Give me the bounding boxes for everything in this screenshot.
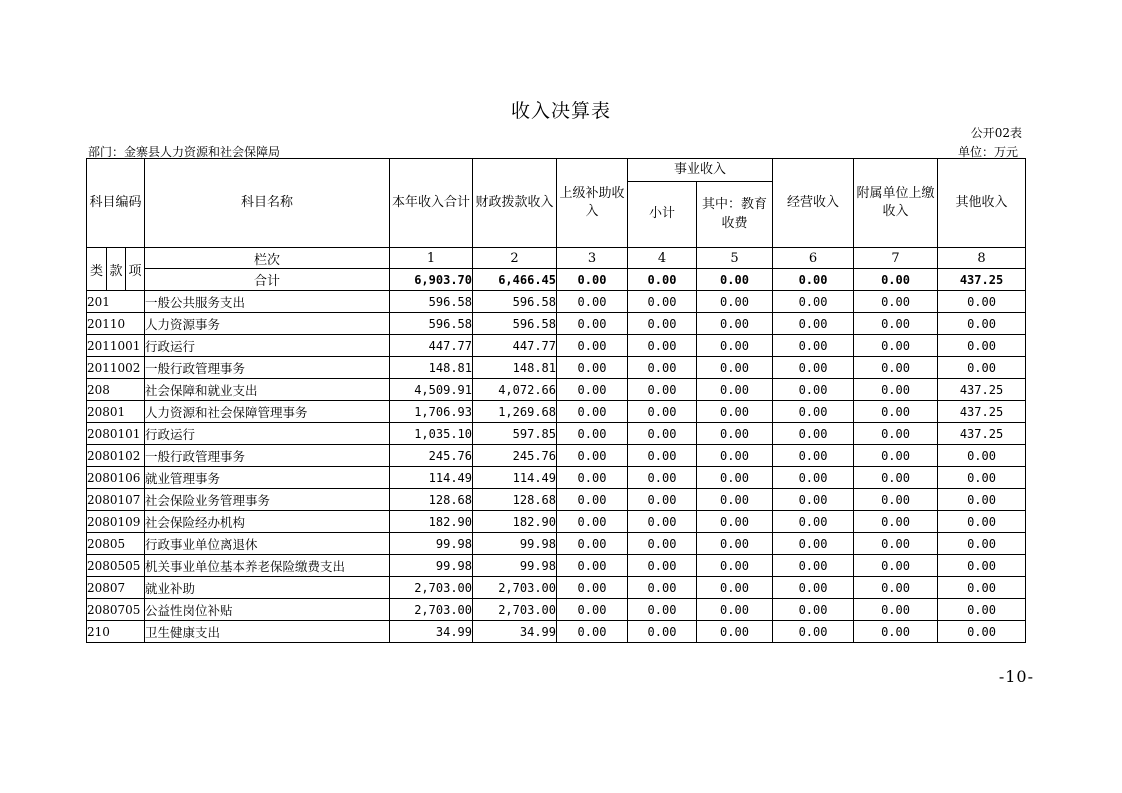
row-value: 0.00: [697, 599, 773, 621]
row-value: 596.58: [390, 313, 473, 335]
row-value: 0.00: [773, 511, 854, 533]
row-value: 0.00: [697, 379, 773, 401]
row-value: 0.00: [938, 467, 1026, 489]
row-name: 社会保障和就业支出: [145, 379, 390, 401]
header-total-income: 本年收入合计: [390, 159, 473, 248]
row-code: 201: [87, 291, 145, 313]
row-value: 0.00: [854, 357, 938, 379]
row-value: 34.99: [390, 621, 473, 643]
row-value: 99.98: [473, 533, 557, 555]
row-value: 99.98: [473, 555, 557, 577]
total-value: 6,903.70: [390, 269, 473, 291]
row-value: 0.00: [557, 313, 628, 335]
row-value: 0.00: [854, 533, 938, 555]
table-row: [87, 489, 1026, 511]
row-name: 就业补助: [145, 577, 390, 599]
row-value: 0.00: [628, 577, 697, 599]
row-code: 2080102: [87, 445, 145, 467]
row-value: 0.00: [773, 533, 854, 555]
row-value: 0.00: [697, 357, 773, 379]
form-number: 公开02表: [970, 126, 1022, 140]
row-value: 1,035.10: [390, 423, 473, 445]
header-business-income: 事业收入: [628, 159, 773, 182]
header-lei: 类: [87, 248, 107, 291]
row-value: 99.98: [390, 555, 473, 577]
table-row: [87, 467, 1026, 489]
row-value: 0.00: [938, 445, 1026, 467]
row-value: 0.00: [628, 467, 697, 489]
row-value: 596.58: [473, 291, 557, 313]
row-value: 596.58: [473, 313, 557, 335]
row-code: 20110: [87, 313, 145, 335]
row-value: 4,509.91: [390, 379, 473, 401]
row-name: 社会保险经办机构: [145, 511, 390, 533]
row-code: 20805: [87, 533, 145, 555]
table-row: [87, 335, 1026, 357]
row-value: 0.00: [854, 445, 938, 467]
row-value: 128.68: [473, 489, 557, 511]
row-value: 0.00: [773, 313, 854, 335]
row-value: 0.00: [773, 357, 854, 379]
row-value: 0.00: [938, 291, 1026, 313]
page-title: 收入决算表: [510, 100, 611, 122]
row-value: 0.00: [938, 511, 1026, 533]
row-name: 社会保险业务管理事务: [145, 489, 390, 511]
row-value: 0.00: [854, 291, 938, 313]
total-value: 6,466.45: [473, 269, 557, 291]
total-value: 0.00: [773, 269, 854, 291]
row-value: 0.00: [628, 599, 697, 621]
row-name: 机关事业单位基本养老保险缴费支出: [145, 555, 390, 577]
row-value: 4,072.66: [473, 379, 557, 401]
row-value: 0.00: [854, 599, 938, 621]
col-number: 6: [773, 248, 854, 269]
row-value: 0.00: [773, 621, 854, 643]
row-code: 208: [87, 379, 145, 401]
row-code: 2080705: [87, 599, 145, 621]
row-value: 0.00: [938, 489, 1026, 511]
col-number: 2: [473, 248, 557, 269]
row-value: 437.25: [938, 379, 1026, 401]
row-value: 0.00: [938, 313, 1026, 335]
row-code: 20801: [87, 401, 145, 423]
row-value: 0.00: [773, 467, 854, 489]
row-value: 0.00: [854, 379, 938, 401]
table-row: [87, 555, 1026, 577]
row-value: 0.00: [697, 533, 773, 555]
row-name: 公益性岗位补贴: [145, 599, 390, 621]
row-value: 0.00: [938, 599, 1026, 621]
table-row: [87, 577, 1026, 599]
page-number: -10-: [998, 667, 1034, 686]
header-code: 科目编码: [87, 159, 145, 248]
row-value: 0.00: [628, 445, 697, 467]
table-row: [87, 313, 1026, 335]
row-value: 0.00: [938, 555, 1026, 577]
header-name: 科目名称: [145, 159, 390, 248]
table-row: [87, 511, 1026, 533]
row-value: 0.00: [557, 291, 628, 313]
header-operating-income: 经营收入: [773, 159, 854, 248]
row-value: 0.00: [938, 621, 1026, 643]
col-number: 4: [628, 248, 697, 269]
row-value: 0.00: [773, 599, 854, 621]
row-value: 0.00: [697, 445, 773, 467]
row-value: 0.00: [697, 489, 773, 511]
header-affiliated-income: 附属单位上缴收入: [854, 159, 938, 248]
row-value: 0.00: [854, 423, 938, 445]
table-row: [87, 401, 1026, 423]
row-code: 2080505: [87, 555, 145, 577]
header-fiscal-alloc: 财政拨款收入: [473, 159, 557, 248]
row-value: 0.00: [628, 379, 697, 401]
row-value: 0.00: [557, 357, 628, 379]
row-value: 0.00: [628, 423, 697, 445]
row-name: 行政运行: [145, 423, 390, 445]
row-value: 0.00: [697, 313, 773, 335]
row-value: 0.00: [697, 577, 773, 599]
row-value: 0.00: [557, 511, 628, 533]
row-value: 0.00: [773, 401, 854, 423]
table-row: [87, 357, 1026, 379]
row-value: 0.00: [773, 291, 854, 313]
row-value: 0.00: [628, 313, 697, 335]
row-value: 245.76: [390, 445, 473, 467]
row-code: 2080107: [87, 489, 145, 511]
row-code: 2080101: [87, 423, 145, 445]
row-value: 2,703.00: [390, 599, 473, 621]
total-label: 合计: [145, 269, 390, 291]
total-value: 0.00: [557, 269, 628, 291]
row-value: 34.99: [473, 621, 557, 643]
row-value: 0.00: [628, 357, 697, 379]
row-value: 0.00: [557, 335, 628, 357]
row-code: 2011001: [87, 335, 145, 357]
row-value: 0.00: [773, 335, 854, 357]
row-value: 0.00: [557, 533, 628, 555]
row-value: 0.00: [854, 401, 938, 423]
row-name: 人力资源和社会保障管理事务: [145, 401, 390, 423]
row-name: 人力资源事务: [145, 313, 390, 335]
row-value: 0.00: [697, 511, 773, 533]
row-value: 148.81: [390, 357, 473, 379]
row-name: 行政运行: [145, 335, 390, 357]
row-name: 就业管理事务: [145, 467, 390, 489]
row-value: 0.00: [773, 489, 854, 511]
row-value: 182.90: [473, 511, 557, 533]
total-value: 0.00: [697, 269, 773, 291]
col-number: 1: [390, 248, 473, 269]
row-value: 447.77: [473, 335, 557, 357]
row-value: 0.00: [557, 489, 628, 511]
row-value: 0.00: [557, 555, 628, 577]
row-value: 114.49: [473, 467, 557, 489]
row-value: 0.00: [557, 423, 628, 445]
row-value: 182.90: [390, 511, 473, 533]
row-value: 0.00: [628, 291, 697, 313]
row-value: 0.00: [697, 467, 773, 489]
row-value: 0.00: [628, 621, 697, 643]
row-value: 1,269.68: [473, 401, 557, 423]
income-table: [86, 158, 1026, 643]
row-value: 0.00: [697, 621, 773, 643]
header-other-income: 其他收入: [938, 159, 1026, 248]
row-value: 0.00: [854, 555, 938, 577]
row-code: 2011002: [87, 357, 145, 379]
row-value: 0.00: [697, 291, 773, 313]
row-value: 0.00: [697, 555, 773, 577]
row-value: 0.00: [697, 335, 773, 357]
table-row: [87, 445, 1026, 467]
col-number: 7: [854, 248, 938, 269]
table-row: [87, 533, 1026, 555]
row-value: 0.00: [557, 577, 628, 599]
row-value: 0.00: [773, 555, 854, 577]
row-value: 0.00: [854, 313, 938, 335]
row-code: 2080106: [87, 467, 145, 489]
row-value: 0.00: [854, 467, 938, 489]
total-row: [87, 269, 1026, 291]
row-value: 0.00: [557, 599, 628, 621]
row-value: 0.00: [773, 577, 854, 599]
department-label: 部门：金寨县人力资源和社会保障局: [88, 145, 281, 159]
row-value: 437.25: [938, 423, 1026, 445]
table-row: [87, 621, 1026, 643]
row-name: 一般行政管理事务: [145, 357, 390, 379]
row-value: 0.00: [557, 467, 628, 489]
table-row: [87, 379, 1026, 401]
row-value: 0.00: [628, 555, 697, 577]
table-row: [87, 291, 1026, 313]
row-value: 245.76: [473, 445, 557, 467]
row-name: 卫生健康支出: [145, 621, 390, 643]
row-value: 0.00: [557, 379, 628, 401]
row-value: 148.81: [473, 357, 557, 379]
total-value: 0.00: [628, 269, 697, 291]
row-value: 0.00: [938, 357, 1026, 379]
row-value: 128.68: [390, 489, 473, 511]
row-value: 1,706.93: [390, 401, 473, 423]
row-value: 2,703.00: [473, 599, 557, 621]
row-name: 一般公共服务支出: [145, 291, 390, 313]
row-value: 437.25: [938, 401, 1026, 423]
total-value: 0.00: [854, 269, 938, 291]
row-value: 0.00: [557, 401, 628, 423]
table-row: [87, 599, 1026, 621]
row-value: 447.77: [390, 335, 473, 357]
row-value: 0.00: [557, 445, 628, 467]
row-value: 0.00: [854, 621, 938, 643]
row-value: 2,703.00: [473, 577, 557, 599]
column-label: 栏次: [145, 248, 390, 269]
row-value: 596.58: [390, 291, 473, 313]
row-value: 0.00: [854, 335, 938, 357]
row-value: 0.00: [938, 335, 1026, 357]
row-value: 0.00: [773, 423, 854, 445]
header-subtotal: 小计: [628, 182, 697, 248]
row-name: 行政事业单位离退休: [145, 533, 390, 555]
row-value: 597.85: [473, 423, 557, 445]
row-value: 99.98: [390, 533, 473, 555]
row-value: 0.00: [557, 621, 628, 643]
row-value: 0.00: [854, 511, 938, 533]
col-number: 8: [938, 248, 1026, 269]
row-value: 0.00: [938, 577, 1026, 599]
row-value: 0.00: [628, 335, 697, 357]
total-value: 437.25: [938, 269, 1026, 291]
row-value: 0.00: [628, 401, 697, 423]
row-value: 0.00: [854, 577, 938, 599]
header-superior-subsidy: 上级补助收入: [557, 159, 628, 248]
row-code: 2080109: [87, 511, 145, 533]
row-value: 0.00: [773, 445, 854, 467]
row-value: 2,703.00: [390, 577, 473, 599]
row-value: 0.00: [628, 489, 697, 511]
col-number: 5: [697, 248, 773, 269]
row-value: 0.00: [697, 423, 773, 445]
unit-label: 单位：万元: [957, 145, 1018, 159]
row-code: 210: [87, 621, 145, 643]
table-row: [87, 423, 1026, 445]
row-value: 0.00: [697, 401, 773, 423]
row-value: 0.00: [773, 379, 854, 401]
header-kuan: 款: [107, 248, 126, 291]
row-value: 0.00: [628, 511, 697, 533]
header-edu-fee: 其中：教育收费: [697, 182, 773, 248]
row-name: 一般行政管理事务: [145, 445, 390, 467]
col-number: 3: [557, 248, 628, 269]
row-code: 20807: [87, 577, 145, 599]
row-value: 114.49: [390, 467, 473, 489]
row-value: 0.00: [854, 489, 938, 511]
row-value: 0.00: [628, 533, 697, 555]
row-value: 0.00: [938, 533, 1026, 555]
header-xiang: 项: [126, 248, 145, 291]
